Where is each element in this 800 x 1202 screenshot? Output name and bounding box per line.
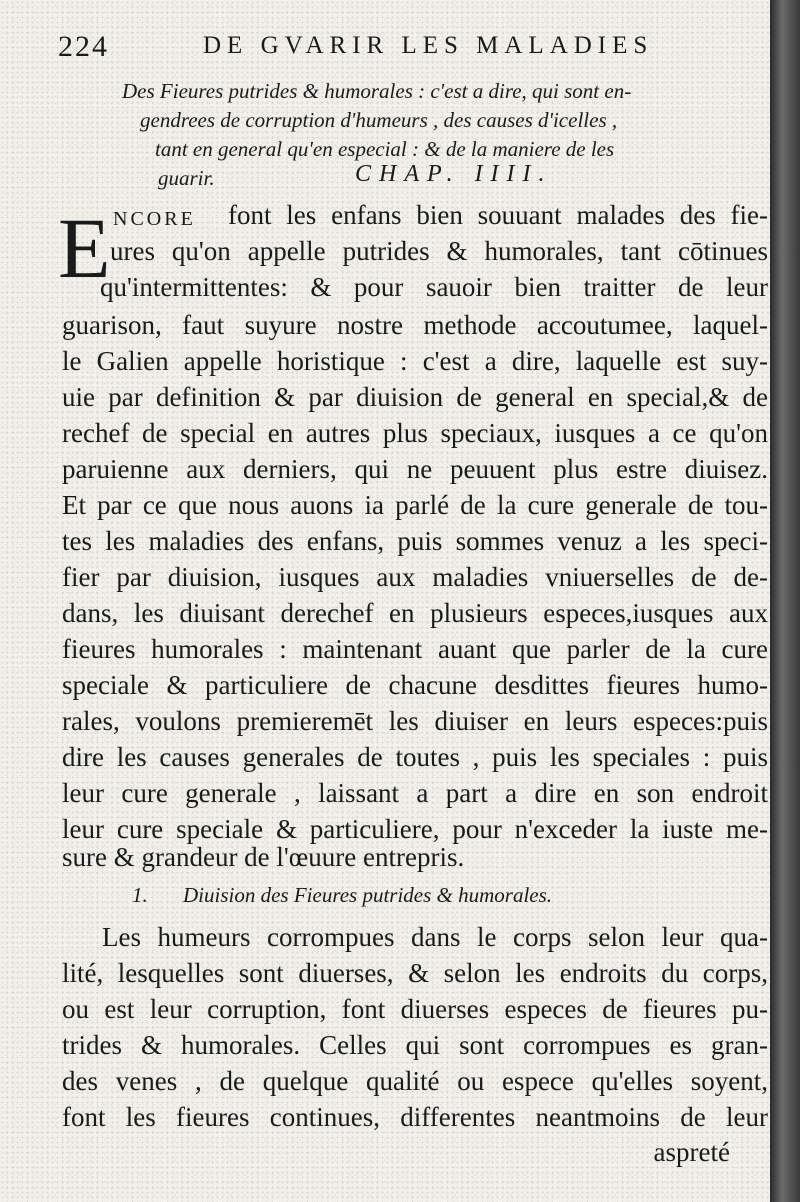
small-caps-opening: NCORE (113, 208, 196, 230)
catchword: aspreté (653, 1137, 730, 1167)
chapter-label: CHAP. IIII. (355, 161, 553, 187)
chapter-heading-line: guarir. (158, 166, 215, 190)
text-line: fier par diuision, iusques aux maladies vniuerselles de de- (62, 562, 768, 592)
text-line: rechef de special en autres plus speciaux, iusques a ce qu'on (62, 418, 768, 448)
section-title: Diuision des Fieures putrides & humorales. (183, 883, 553, 907)
text-line: fieures humorales : maintenant auant que parler de la cure (62, 634, 768, 664)
text-line: speciale & particuliere de chacune desdittes fieures humo- (62, 670, 768, 700)
text-line: qu'intermittentes: & pour sauoir bien traitter de leur (100, 272, 768, 302)
page-number: 224 (58, 30, 109, 63)
text-line: trides & humorales. Celles qui sont corrompues es gran- (62, 1030, 768, 1060)
text-line: Et par ce que nous auons ia parlé de la cure generale de tou- (62, 490, 768, 520)
text-line: uie par definition & par diuision de general en special,& de (62, 382, 768, 412)
chapter-heading-line: Des Fieures putrides & humorales : c'est a dire, qui sont en- (122, 79, 632, 103)
text-line: ou est leur corruption, font diuerses especes de fieures pu- (62, 994, 768, 1024)
text-line: tes les maladies des enfans, puis sommes venuz a les speci- (62, 526, 768, 556)
running-header (58, 30, 758, 70)
chapter-heading-line: tant en general qu'en especial : & de la maniere de les (155, 137, 615, 161)
text-line: sure & grandeur de l'œuure entrepris. (62, 842, 465, 872)
text-line: leur cure speciale & particuliere, pour n'exceder la iuste me- (62, 814, 768, 844)
chapter-heading-line: gendrees de corruption d'humeurs , des causes d'icelles , (140, 108, 618, 132)
text-line: des venes , de quelque qualité ou espece qu'elles soyent, (62, 1066, 768, 1096)
text-line: rales, voulons premieremēt les diuiser en leurs especes:puis (62, 706, 768, 736)
text-line: font les enfans bien souuant malades des fie- (228, 200, 768, 230)
text-line: dans, les diuisant derechef en plusieurs especes,iusques aux (62, 598, 768, 628)
page-edge (770, 0, 800, 1202)
drop-cap: E (58, 200, 111, 296)
text-line: Les humeurs corrompues dans le corps selon leur qua- (102, 922, 768, 952)
text-line: lité, lesquelles sont diuerses, & selon les endroits du corps, (62, 958, 768, 988)
section-number: 1. (132, 883, 148, 907)
section-heading (132, 883, 552, 908)
text-line: font les fieures continues, differentes neantmoins de leur (62, 1102, 768, 1132)
text-line: le Galien appelle horistique : c'est a dire, laquelle est suy- (62, 346, 768, 376)
text-line: dire les causes generales de toutes , puis les speciales : puis (62, 742, 768, 772)
text-line: paruienne aux derniers, qui ne peuuent plus estre diuisez. (62, 454, 768, 484)
text-line: leur cure generale , laissant a part a dire en son endroit (62, 778, 768, 808)
text-line: ures qu'on appelle putrides & humorales, tant cōtinues (110, 236, 768, 266)
text-line: guarison, faut suyure nostre methode accoutumee, laquel- (62, 310, 768, 340)
running-title: DE GVARIR LES MALADIES (203, 32, 654, 59)
